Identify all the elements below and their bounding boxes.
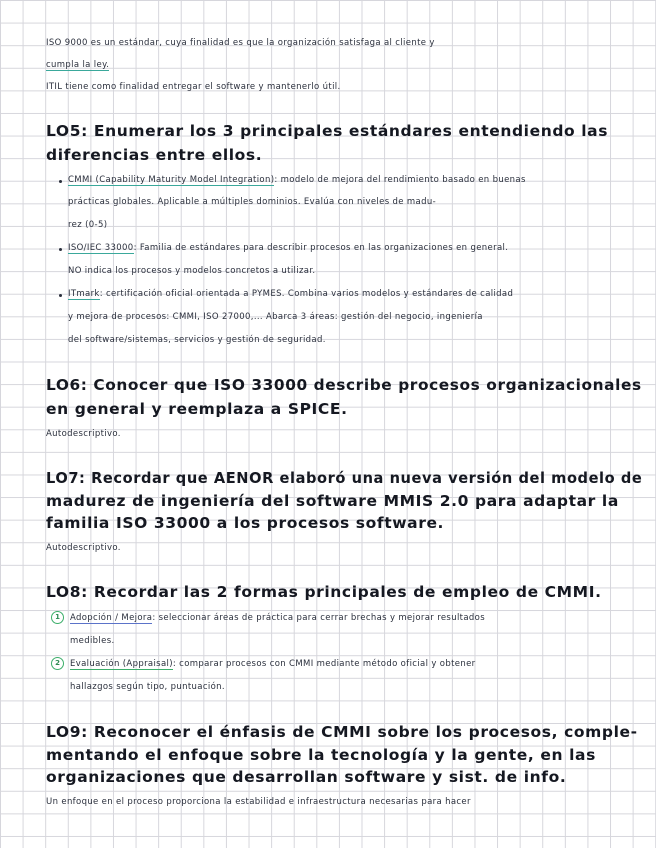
lo9-body-line-1: Un enfoque en el proceso proporciona la estabilidad e infraestructura necesarias para hacer [46,797,471,807]
lo8-heading: LO8: Recordar las 2 formas principales de empleo de CMMI. [46,583,602,601]
evaluacion-term: Evaluación (Appraisal) [70,659,173,669]
intro-highlight: cumpla la ley. [46,60,110,70]
lo7-heading-line-2: madurez de ingeniería del software MMIS 2.0 para adaptar la [46,492,619,510]
evaluacion-line-2: hallazgos según tipo, puntuación. [70,682,225,692]
cmmi-term: CMMI (Capability Maturity Model Integration) [68,175,275,185]
evaluacion-line-1 [70,659,476,669]
adopcion-line-2: medibles. [70,636,115,646]
adopcion-line-1 [70,613,485,623]
lo6-note: Autodescriptivo. [46,429,121,439]
lo6-heading-line-1: LO6: Conocer que ISO 33000 describe procesos organizacionales [46,376,642,394]
iso-desc: : Familia de estándares para describir procesos en las organizaciones en general. [133,243,509,253]
intro-line-2 [46,60,109,70]
lo7-heading-line-1: LO7: Recordar que AENOR elaboró una nueva versión del modelo de [46,469,643,487]
intro-line-1: ISO 9000 es un estándar, cuya finalidad es que la organización satisfaga al cliente y [46,38,435,48]
adopcion-desc: : seleccionar áreas de práctica para cerrar brechas y mejorar resultados [152,613,485,623]
lo9-heading-line-1: LO9: Reconocer el énfasis de CMMI sobre los procesos, comple- [46,723,638,741]
evaluacion-desc: : comparar procesos con CMMI mediante método oficial y obtener [172,659,476,669]
adopcion-term: Adopción / Mejora [70,613,153,623]
lo6-heading-line-2: en general y reemplaza a SPICE. [46,400,348,418]
cmmi-line-2: prácticas globales. Aplicable a múltiples dominios. Evalúa con niveles de madu- [68,197,437,207]
lo7-heading-line-3: familia ISO 33000 a los procesos software. [46,514,445,532]
number-1-badge: 1 [51,611,64,624]
intro-line-3: ITIL tiene como finalidad entregar el software y mantenerlo útil. [46,82,341,92]
cmmi-line-3: rez (0-5) [68,220,108,230]
iso-line-1 [68,243,508,253]
cmmi-desc: : modelo de mejora del rendimiento basado en buenas [274,175,526,185]
iso-line-2: NO indica los procesos y modelos concretos a utilizar. [68,266,316,276]
itmark-term: ITmark [68,289,100,299]
iso-term: ISO/IEC 33000 [68,243,134,253]
number-2-badge: 2 [51,657,64,670]
itmark-line-2: y mejora de procesos: CMMI, ISO 27000,... Abarca 3 áreas: gestión del negocio, ingeniería [68,312,483,322]
lo9-heading-line-2: mentando el enfoque sobre la tecnología y la gente, en las [46,746,596,764]
lo9-heading-line-3: organizaciones que desarrollan software y sist. de info. [46,768,567,786]
bullet-dot [59,294,62,297]
itmark-line-3: del software/sistemas, servicios y gestión de seguridad. [68,335,326,345]
cmmi-line-1 [68,175,526,185]
bullet-dot [59,248,62,251]
bullet-dot [59,180,62,183]
itmark-desc: : certificación oficial orientada a PYMES. Combina varios modelos y estándares de calidad [99,289,514,299]
lo7-note: Autodescriptivo. [46,543,121,553]
lo5-heading-line-2: diferencias entre ellos. [46,146,263,164]
lo5-heading-line-1: LO5: Enumerar los 3 principales estándares entendiendo las [46,122,609,140]
itmark-line-1 [68,289,513,299]
